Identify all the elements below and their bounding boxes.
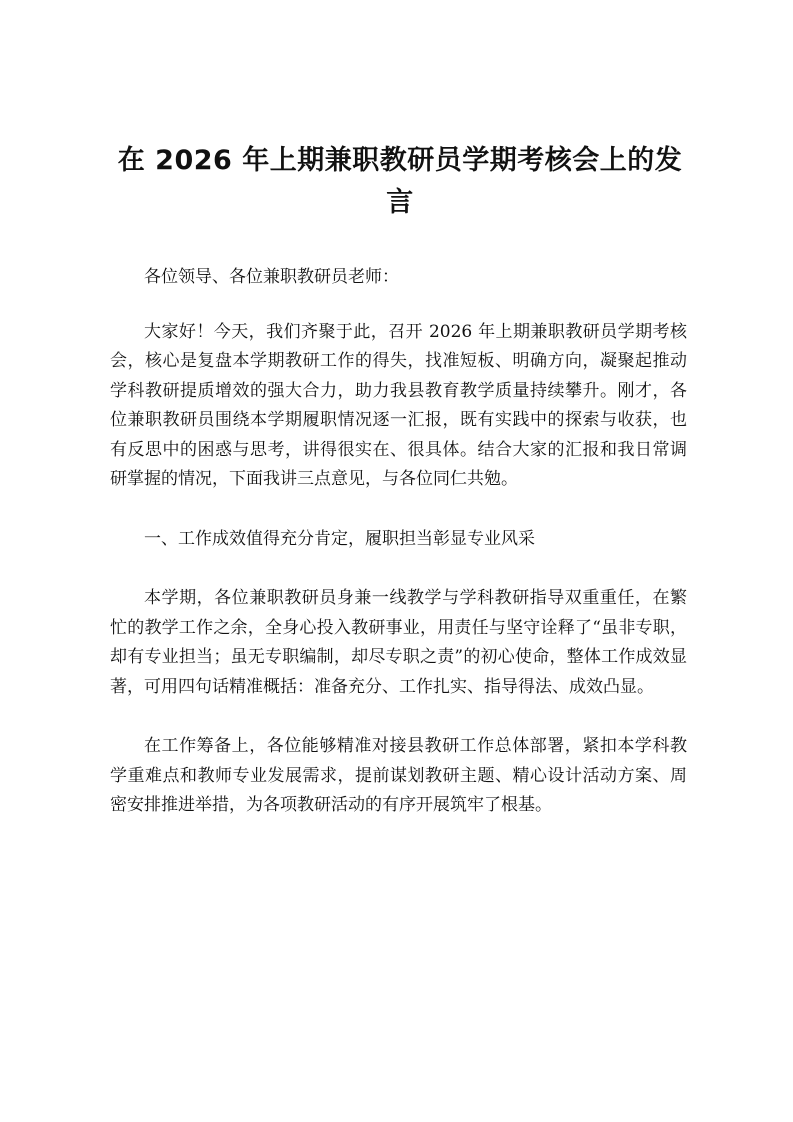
document-body (110, 263, 687, 821)
paragraph-preparation: 在工作筹备上，各位能够精准对接县教研工作总体部署，紧扣本学科教学重难点和教师专业发展需求，提前谋划教研主题、精心设计活动方案、周密安排推进举措，为各项教研活动的有序开展筑牢了根基。 (110, 736, 687, 815)
paragraph-opening: 大家好！今天，我们齐聚于此，召开 2026 年上期兼职教研员学期考核会，核心是复盘本学期教研工作的得失，找准短板、明确方向，凝聚起推动学科教研提质增效的强大合力，助力我县教育教学质量持续攀升。刚才，各位兼职教研员围绕本学期履职情况逐一汇报，既有实践中的探索与收获，也有反思中的困惑与思考，讲得很实在、很具体。结合大家的汇报和我日常调研掌握的情况，下面我讲三点意见，与各位同仁共勉。 (110, 321, 687, 489)
document-title: 在 2026 年上期兼职教研员学期考核会上的发言 (117, 145, 683, 218)
paragraph-achievements: 本学期，各位兼职教研员身兼一线教学与学科教研指导双重重任，在繁忙的教学工作之余，全身心投入教研事业，用责任与坚守诠释了“虽非专职，却有专业担当；虽无专职编制，却尽专职之责”的初心使命，整体工作成效显著，可用四句话精准概括：准备充分、工作扎实、指导得法、成效凸显。 (110, 588, 687, 697)
section-heading-one: 一、工作成效值得充分肯定，履职担当彰显专业风采 (144, 528, 535, 549)
paragraph-salutation: 各位领导、各位兼职教研员老师： (144, 267, 399, 287)
